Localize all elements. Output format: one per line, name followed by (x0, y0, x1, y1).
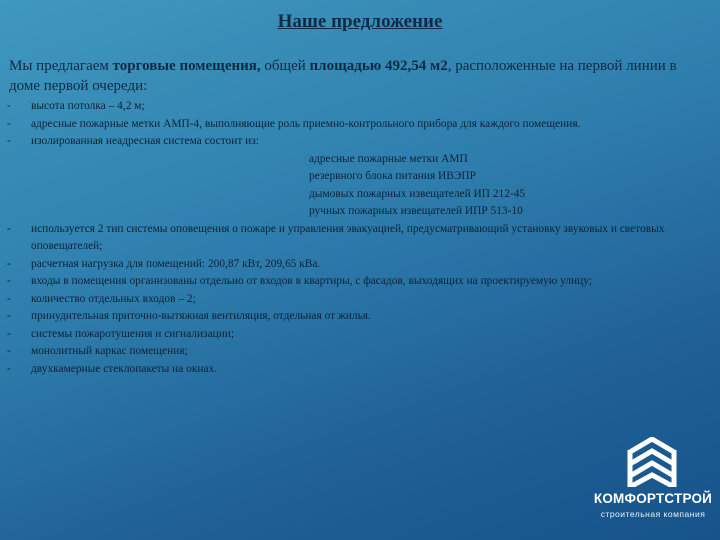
list-item (7, 116, 713, 134)
building-chevron-icon (627, 437, 677, 487)
intro-bold-1: торговые помещения, (112, 58, 261, 74)
bullet-dash: - (7, 292, 11, 305)
bullet-dash: - (7, 117, 11, 130)
list-item (7, 256, 713, 274)
logo-company-name: КОМФОРТСТРОЙ (593, 491, 713, 506)
list-item (7, 133, 713, 221)
list-item-text: входы в помещения организованы отдельно от входов в квартиры, с фасадов, выходящих на проектируемую улицу; (31, 275, 592, 287)
bullet-dash: - (7, 257, 11, 270)
intro-bold-2: площадью 492,54 м2 (309, 58, 448, 74)
list-item (7, 343, 713, 361)
sub-item: ручных пожарных извещателей ИПР 513-10 (309, 205, 523, 217)
list-item (7, 291, 713, 309)
logo-tagline: строительная компания (600, 509, 706, 519)
list-item-text: двухкамерные стеклопакеты на окнах. (31, 362, 218, 375)
list-item (7, 221, 713, 256)
bullet-dash: - (7, 135, 11, 147)
slide-title: Наше предложение (277, 11, 443, 32)
intro-text-1: Мы предлагаем (9, 58, 113, 74)
intro-text-3: , расположенные на первой линии в доме первой очереди: (9, 58, 677, 94)
bullet-dash: - (7, 100, 11, 112)
list-item (7, 98, 713, 116)
list-item-text: принудительная приточно-вытяжная вентиляция, отдельная от жилья. (31, 310, 371, 322)
list-item-text: количество отдельных входов – 2; (31, 292, 196, 305)
bullet-dash: - (7, 345, 11, 357)
bullet-dash: - (7, 362, 11, 375)
intro-paragraph (9, 56, 709, 96)
list-item-text: используется 2 тип системы оповещения о пожаре и управления эвакуацией, предусматривающий установку звуковых и световых оповещателей; (31, 222, 665, 252)
company-logo (592, 437, 714, 529)
features-list (7, 98, 713, 378)
bullet-dash: - (7, 327, 11, 340)
list-item (7, 361, 713, 379)
list-item (7, 326, 713, 344)
list-item-text: расчетная нагрузка для помещений: 200,87 кВт, 209,65 кВа. (31, 257, 321, 270)
list-item (7, 308, 713, 326)
bullet-dash: - (7, 222, 11, 235)
bullet-dash: - (7, 310, 11, 322)
sub-item: дымовых пожарных извещателей ИП 212-45 (309, 187, 526, 200)
list-item-text: монолитный каркас помещения; (31, 345, 188, 357)
intro-text-2: общей (260, 58, 310, 74)
sub-item: адресные пожарные метки АМП (309, 152, 468, 165)
list-item-text: адресные пожарные метки АМП-4, выполняющие роль приемно-контрольного прибора для каждого помещения. (31, 117, 581, 130)
bullet-dash: - (7, 275, 11, 287)
list-item-text: системы пожаротушения и сигнализации; (31, 327, 235, 340)
list-item-text: изолированная неадресная система состоит из: (31, 135, 259, 147)
list-item-text: высота потолка – 4,2 м; (31, 100, 145, 112)
sub-item: резервного блока питания ИВЭПР (309, 170, 476, 182)
list-item (7, 273, 713, 291)
